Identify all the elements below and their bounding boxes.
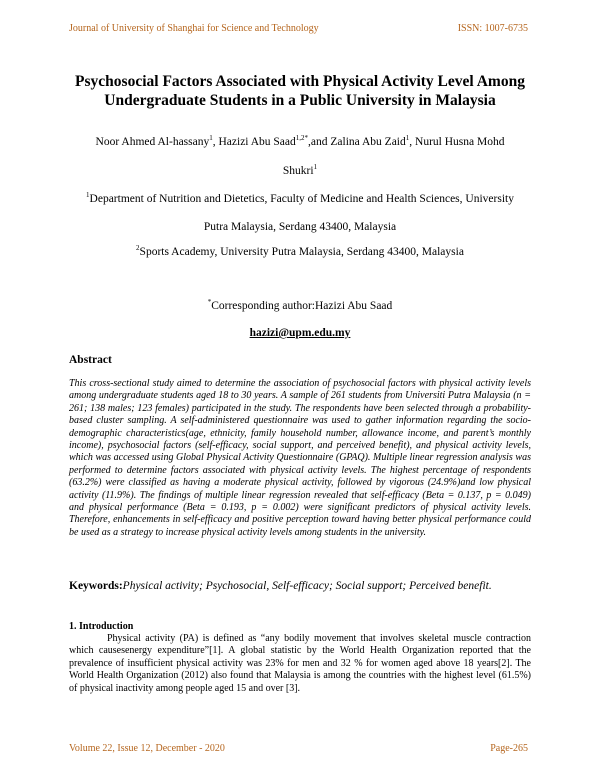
- title-line-2: Undergraduate Students in a Public University in Malaysia: [104, 92, 496, 109]
- paper-title: [50, 72, 550, 110]
- keywords-label: Keywords:: [69, 580, 123, 592]
- corresponding-author: *Corresponding author:Hazizi Abu Saad: [207, 298, 393, 312]
- keywords: [69, 580, 492, 592]
- introduction-heading: 1. Introduction: [69, 621, 134, 632]
- email-line: [40, 327, 560, 339]
- author-2: , Hazizi Abu Saad: [212, 136, 296, 148]
- keywords-value: Physical activity; Psychosocial, Self-efficacy; Social support; Perceived benefit.: [122, 580, 492, 592]
- journal-name: Journal of University of Shanghai for Science and Technology: [69, 23, 319, 34]
- introduction-text: Physical activity (PA) is defined as “any bodily movement that involves skeletal muscle contraction which causesenergy expenditure”[1]. A global statistic by the World Health Organization reported that the prevalence of insufficient physical activity was 23% for men and 32 % for women aged above 18 years[2]. The World Health Organization (2012) also found that Malaysia is among the countries with the highest level (61.5%) of physical inactivity among people aged 15 and over [3].: [69, 633, 531, 694]
- title-line-1: Psychosocial Factors Associated with Physical Activity Level Among: [75, 73, 525, 90]
- author-4: , Nurul Husna Mohd: [409, 136, 505, 148]
- footer-page: Page-265: [490, 743, 528, 754]
- affiliation-1-cont: Putra Malaysia, Serdang 43400, Malaysia: [203, 221, 397, 233]
- abstract-text: This cross-sectional study aimed to determine the association of psychosocial factors with physical activity levels among undergraduate students aged 18 to 30 years. A sample of 261 students from Universiti Putra Malaysia (n = 261; 138 males; 123 females) participated in the study. The respondents have been selected through a probability-based cluster sampling. A self-administered questionnaire was used to gather information regarding the socio-demographic characteristics(age, ethnicity, family household number, allowance income, and parent’s monthly income), psychosocial factors (self-efficacy, social support, and perceived benefit), and physical activity levels, which was accessed using Global Physical Activity Questionnaire (GPAQ). Multiple linear regression analysis was performed to determine factors associated with physical activity levels. The highest percentage of respondents (63.2%) were classified as having a moderate physical activity, followed by vigorous (24.9%)and low physical activity (11.9%). The findings of multiple linear regression revealed that self-efficacy (Beta = 0.137, p = 0.049) and physical performance (Beta = 0.193, p = 0.002) were significant predictors of physical activity levels. Therefore, enhancements in self-efficacy and positive perception toward having better physical performance could be used as a strategy to increase physical activity levels among students in the university.: [69, 378, 531, 538]
- author-1: Noor Ahmed Al-hassany: [95, 136, 210, 148]
- issn: ISSN: 1007-6735: [457, 23, 528, 34]
- email-link[interactable]: hazizi@upm.edu.my: [249, 327, 351, 339]
- abstract-heading: Abstract: [69, 354, 112, 366]
- author-3: ,and Zalina Abu Zaid: [308, 136, 406, 148]
- affiliation-2: $^2$Sports Academy, University Putra Malaysia, Serdang 43400, Malaysia: [136, 244, 464, 258]
- authors-line-1: Noor Ahmed Al-hassany$^1$, Hazizi Abu Saad$^{1,2*}$,and Zalina Abu Zaid$^1$, Nurul Husna Mohd: [95, 134, 505, 148]
- footer-volume: Volume 22, Issue 12, December - 2020: [69, 743, 225, 754]
- authors-line-2: Shukri$^1$: [282, 163, 318, 177]
- affiliation-1: $^1$Department of Nutrition and Dietetics, Faculty of Medicine and Health Sciences, University: [86, 191, 514, 205]
